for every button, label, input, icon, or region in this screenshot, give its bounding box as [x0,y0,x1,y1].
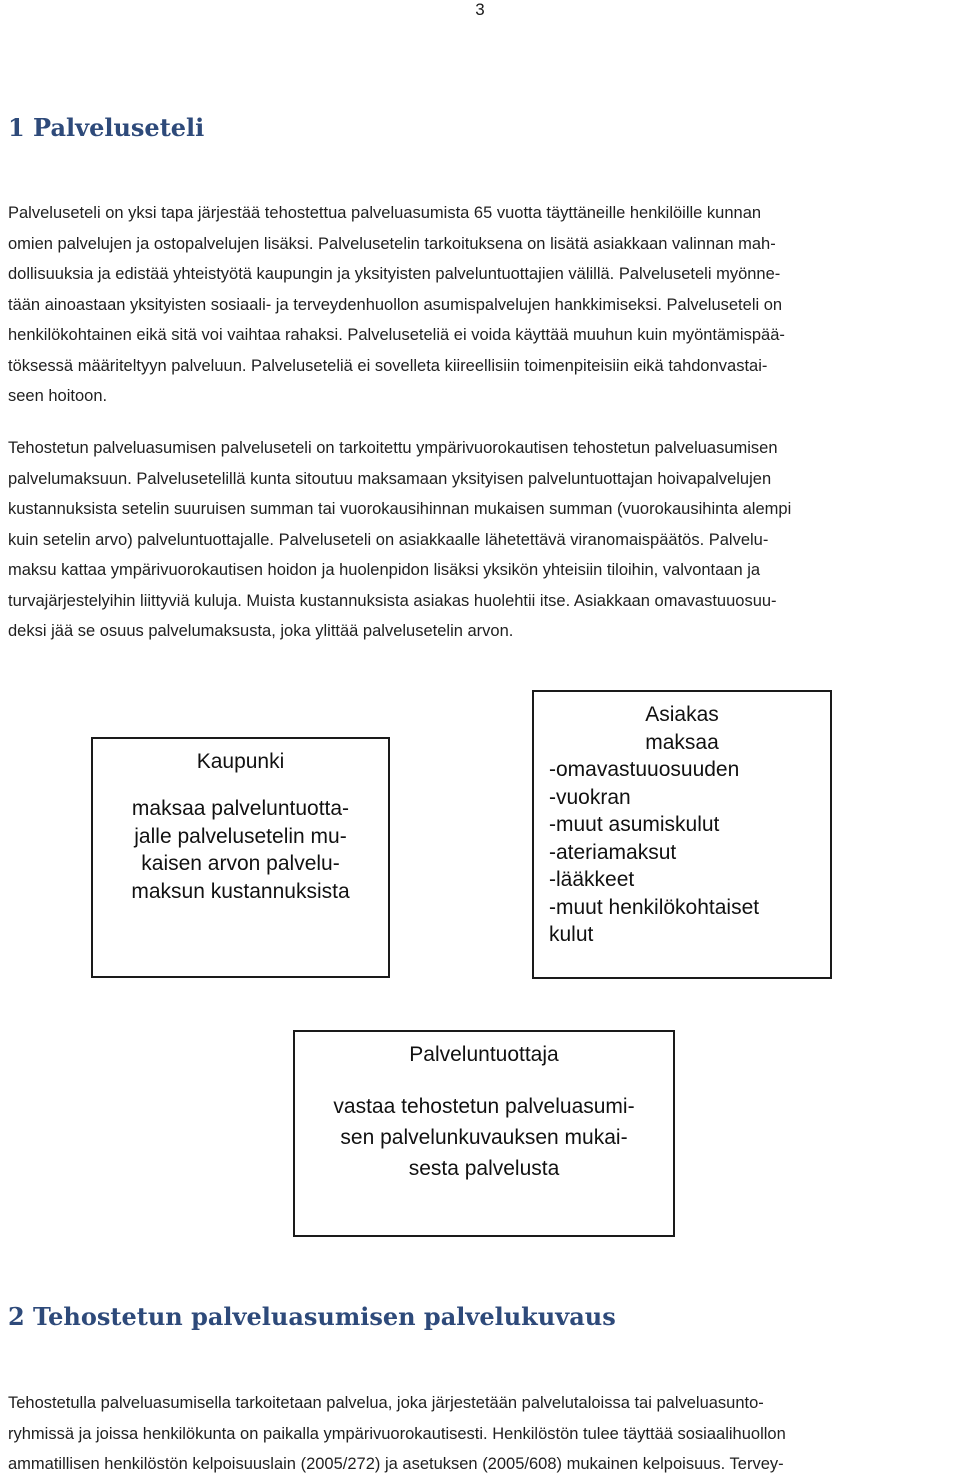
box-text-line: maksun kustannuksista [131,879,350,903]
paragraph-line: omien palvelujen ja ostopalvelujen lisäksi. Palvelusetelin tarkoituksena on lisätä asiakkaan valinnan mah- [8,234,776,253]
box-text-line: vastaa tehostetun palveluasumi- [333,1095,635,1118]
box-text-line: sesta palvelusta [408,1157,560,1180]
asiakas-item: -omavastuuosuuden [549,758,740,781]
paragraph-line: ryhmissä ja joissa henkilökunta on paikalla ympärivuorokautisesti. Henkilöstön tulee täyttää sosiaalihuollon [8,1424,786,1443]
palveluntuottaja-box [293,1030,675,1237]
section-2-heading: 2 Tehostetun palveluasumisen palvelukuvaus [8,1302,616,1331]
paragraph-line: seen hoitoon. [8,387,108,405]
box-text-line: maksaa palveluntuotta- [131,797,350,820]
section-1-paragraph-2 [8,433,952,647]
kaupunki-text [93,795,388,905]
box-text-line: kaisen arvon palvelu- [141,852,340,875]
paragraph-line: turvajärjestelyihin liittyviä kuluja. Muista kustannuksista asiakas huolehtii itse. Asiakkaan omavastuuosuu- [8,591,777,610]
asiakas-item: -vuokran [549,785,631,809]
paragraph-line: kuin setelin arvo) palveluntuottajalle. Palveluseteli on asiakkaalle lähetettävä viranomaispäätös. Palvelu- [8,530,769,549]
kaupunki-box [91,737,390,978]
asiakas-items [549,756,759,949]
box-title-line: Palveluntuottaja [409,1043,559,1066]
paragraph-line: deksi jää se osuus palvelumaksusta, joka ylittää palvelusetelin arvon. [8,622,514,640]
kaupunki-title [93,748,388,776]
section-1-heading: 1 Palveluseteli [8,113,205,142]
asiakas-item: -lääkkeet [549,868,635,891]
box-text-line: jalle palvelusetelin mu- [134,824,347,848]
palveluntuottaja-text [295,1091,673,1184]
paragraph-line: palvelumaksuun. Palvelusetelillä kunta sitoutuu maksamaan yksityisen palveluntuottajan hoivapalvelujen [8,469,772,488]
paragraph-line: dollisuuksia ja edistää yhteistyötä kaupungin ja yksityisten palveluntuottajien välillä. Palveluseteli myönne- [8,265,781,283]
section-1-paragraph-1 [8,198,952,412]
asiakas-title [534,701,830,756]
paragraph-line: töksessä määriteltyyn palveluun. Palveluseteliä ei sovelleta kiireellisiin toimenpiteisiin eikä tahdonvastai- [8,356,768,375]
asiakas-item: kulut [549,923,594,946]
page-number: 3 [475,0,485,19]
asiakas-box [532,690,832,979]
asiakas-item: -muut asumiskulut [549,813,720,836]
paragraph-line: tään ainoastaan yksityisten sosiaali- ja terveydenhuollon asumispalvelujen hankkimiseksi. Palveluseteli on [8,295,783,314]
section-2-paragraph [8,1388,952,1480]
box-title-line: Asiakas [645,703,719,726]
paragraph-line: henkilökohtainen eikä sitä voi vaihtaa rahaksi. Palveluseteliä ei voida käyttää muuhun kuin myöntämispää- [8,326,785,344]
paragraph-line: Tehostetulla palveluasumisella tarkoitetaan palvelua, joka järjestetään palvelutaloissa tai palveluasunto- [8,1394,764,1412]
paragraph-line: Palveluseteli on yksi tapa järjestää tehostettua palveluasumista 65 vuotta täyttäneille henkilöille kunnan [8,204,762,222]
paragraph-line: Tehostetun palveluasumisen palveluseteli on tarkoitettu ympärivuorokautisen tehostetun palveluasumisen [8,439,778,457]
box-title-line: maksaa [645,730,719,754]
box-title-line: Kaupunki [196,750,285,773]
box-text-line: sen palvelunkuvauksen mukai- [340,1126,628,1149]
palveluntuottaja-title [295,1041,673,1069]
paragraph-line: ammatillisen henkilöstön kelpoisuuslain (2005/272) ja asetuksen (2005/608) mukainen kelpoisuus. Tervey- [8,1455,784,1473]
asiakas-item: -ateriamaksut [549,840,677,864]
asiakas-item: -muut henkilökohtaiset [549,895,760,919]
paragraph-line: kustannuksista setelin suuruisen summan tai vuorokausihinnan mukaisen summan (vuorokausihinta alempi [8,500,792,518]
paragraph-line: maksu kattaa ympärivuorokautisen hoidon ja huolenpidon lisäksi yksikön yhteisiin tiloihin, valvontaan ja [8,561,761,579]
